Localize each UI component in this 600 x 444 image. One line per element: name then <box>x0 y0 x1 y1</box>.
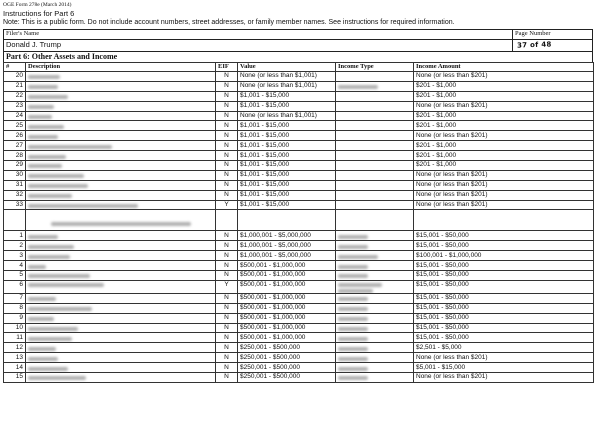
row-income-type <box>336 141 414 151</box>
row-eif: N <box>216 241 238 251</box>
row-eif: N <box>216 313 238 323</box>
row-number: 15 <box>4 373 26 383</box>
row-description <box>26 131 216 141</box>
table-row <box>4 131 594 141</box>
row-income-amount: $201 - $1,000 <box>414 91 594 101</box>
row-number: 21 <box>4 81 26 91</box>
row-value: $1,001 - $15,000 <box>238 180 336 190</box>
row-income-amount: $201 - $1,000 <box>414 111 594 121</box>
table-row <box>4 280 594 293</box>
row-eif: N <box>216 363 238 373</box>
row-value: $1,001 - $15,000 <box>238 91 336 101</box>
row-description <box>26 313 216 323</box>
row-number: 29 <box>4 161 26 171</box>
row-eif: N <box>216 180 238 190</box>
row-description <box>26 353 216 363</box>
row-income-amount: $15,001 - $50,000 <box>414 261 594 271</box>
table-row <box>4 180 594 190</box>
row-description <box>26 303 216 313</box>
row-eif: N <box>216 101 238 111</box>
row-income-amount: $15,001 - $50,000 <box>414 271 594 281</box>
table-row <box>4 271 594 281</box>
row-eif: N <box>216 303 238 313</box>
row-eif: Y <box>216 200 238 210</box>
table-row <box>4 231 594 241</box>
table-row <box>4 261 594 271</box>
row-eif: N <box>216 261 238 271</box>
row-income-amount: $201 - $1,000 <box>414 151 594 161</box>
page-number-label: Page Number <box>515 30 551 37</box>
row-eif: N <box>216 111 238 121</box>
row-income-amount: $15,001 - $50,000 <box>414 231 594 241</box>
row-value: $500,001 - $1,000,000 <box>238 333 336 343</box>
row-income-type <box>336 161 414 171</box>
row-number: 11 <box>4 333 26 343</box>
table-row <box>4 353 594 363</box>
assets-table <box>3 62 594 383</box>
table-row <box>4 121 594 131</box>
row-income-type <box>336 72 414 82</box>
row-number: 33 <box>4 200 26 210</box>
section-divider-row <box>4 210 594 231</box>
row-number: 4 <box>4 261 26 271</box>
col-value: Value <box>238 63 336 72</box>
row-income-amount: None (or less than $201) <box>414 180 594 190</box>
page-number: 37 of 48 <box>516 40 552 50</box>
public-form-note: Note: This is a public form. Do not include account numbers, street addresses, or family member names. See instructions for required information. <box>3 19 455 26</box>
table-row <box>4 303 594 313</box>
row-income-amount: $2,501 - $5,000 <box>414 343 594 353</box>
row-value: $1,000,001 - $5,000,000 <box>238 251 336 261</box>
table-row <box>4 141 594 151</box>
col-num: # <box>4 63 26 72</box>
row-description <box>26 231 216 241</box>
row-income-type <box>336 363 414 373</box>
row-eif: N <box>216 353 238 363</box>
part-title: Part 6: Other Assets and Income <box>3 52 593 62</box>
col-income-amount: Income Amount <box>414 63 594 72</box>
row-number: 9 <box>4 313 26 323</box>
row-value: $500,001 - $1,000,000 <box>238 313 336 323</box>
row-income-amount: None (or less than $201) <box>414 353 594 363</box>
row-value: $500,001 - $1,000,000 <box>238 271 336 281</box>
row-income-amount: $100,001 - $1,000,000 <box>414 251 594 261</box>
row-value: $1,000,001 - $5,000,000 <box>238 241 336 251</box>
row-income-amount: $15,001 - $50,000 <box>414 293 594 303</box>
row-income-type <box>336 251 414 261</box>
row-income-amount: $201 - $1,000 <box>414 141 594 151</box>
row-income-type <box>336 293 414 303</box>
row-description <box>26 121 216 131</box>
row-value: $1,001 - $15,000 <box>238 161 336 171</box>
row-value: $250,001 - $500,000 <box>238 373 336 383</box>
row-value: $1,001 - $15,000 <box>238 101 336 111</box>
row-value: $1,001 - $15,000 <box>238 141 336 151</box>
table-row <box>4 151 594 161</box>
row-number: 2 <box>4 241 26 251</box>
row-income-amount: None (or less than $201) <box>414 170 594 180</box>
row-description <box>26 333 216 343</box>
row-eif: N <box>216 141 238 151</box>
row-description <box>26 190 216 200</box>
row-eif: N <box>216 81 238 91</box>
disclosure-page <box>3 2 597 442</box>
row-number: 1 <box>4 231 26 241</box>
row-income-type <box>336 280 414 293</box>
row-number: 23 <box>4 101 26 111</box>
row-income-type <box>336 313 414 323</box>
row-number: 10 <box>4 323 26 333</box>
row-eif: Y <box>216 280 238 293</box>
row-income-type <box>336 170 414 180</box>
row-value: $1,001 - $15,000 <box>238 170 336 180</box>
row-description <box>26 293 216 303</box>
table-row <box>4 200 594 210</box>
row-description <box>26 373 216 383</box>
row-number: 27 <box>4 141 26 151</box>
row-income-type <box>336 343 414 353</box>
table-row <box>4 190 594 200</box>
row-number: 12 <box>4 343 26 353</box>
row-income-type <box>336 101 414 111</box>
row-value: $500,001 - $1,000,000 <box>238 303 336 313</box>
row-income-amount: None (or less than $201) <box>414 200 594 210</box>
row-number: 3 <box>4 251 26 261</box>
row-number: 28 <box>4 151 26 161</box>
table-row <box>4 81 594 91</box>
row-description <box>26 170 216 180</box>
row-income-type <box>336 200 414 210</box>
col-description: Description <box>26 63 216 72</box>
row-income-type <box>336 323 414 333</box>
row-income-type <box>336 231 414 241</box>
table-row <box>4 343 594 353</box>
row-description <box>26 251 216 261</box>
row-description <box>26 363 216 373</box>
row-eif: N <box>216 293 238 303</box>
row-value: $1,000,001 - $5,000,000 <box>238 231 336 241</box>
col-eif: EIF <box>216 63 238 72</box>
row-value: $1,001 - $15,000 <box>238 190 336 200</box>
table-row <box>4 161 594 171</box>
row-income-amount: $201 - $1,000 <box>414 121 594 131</box>
row-value: $1,001 - $15,000 <box>238 121 336 131</box>
row-number: 13 <box>4 353 26 363</box>
row-income-amount: $201 - $1,000 <box>414 81 594 91</box>
row-description <box>26 81 216 91</box>
row-income-type <box>336 271 414 281</box>
table-row <box>4 91 594 101</box>
row-description <box>26 200 216 210</box>
col-income-type: Income Type <box>336 63 414 72</box>
filer-info-box <box>3 29 593 52</box>
row-income-amount: $15,001 - $50,000 <box>414 280 594 293</box>
row-number: 6 <box>4 280 26 293</box>
row-income-amount: None (or less than $201) <box>414 190 594 200</box>
row-eif: N <box>216 323 238 333</box>
section-header-description <box>26 210 216 231</box>
row-description <box>26 141 216 151</box>
row-income-type <box>336 81 414 91</box>
table-row <box>4 111 594 121</box>
row-income-amount: $15,001 - $50,000 <box>414 333 594 343</box>
row-description <box>26 261 216 271</box>
row-description <box>26 72 216 82</box>
row-value: None (or less than $1,001) <box>238 81 336 91</box>
table-row <box>4 101 594 111</box>
row-description <box>26 271 216 281</box>
row-number: 7 <box>4 293 26 303</box>
row-income-type <box>336 353 414 363</box>
row-value: $1,001 - $15,000 <box>238 200 336 210</box>
row-number: 26 <box>4 131 26 141</box>
row-eif: N <box>216 373 238 383</box>
row-description <box>26 91 216 101</box>
row-number: 32 <box>4 190 26 200</box>
row-eif: N <box>216 131 238 141</box>
row-number: 30 <box>4 170 26 180</box>
row-income-type <box>336 151 414 161</box>
row-eif: N <box>216 161 238 171</box>
row-income-amount: $5,001 - $15,000 <box>414 363 594 373</box>
table-row <box>4 241 594 251</box>
table-row <box>4 323 594 333</box>
row-description <box>26 111 216 121</box>
row-income-amount: $15,001 - $50,000 <box>414 323 594 333</box>
row-income-amount: $201 - $1,000 <box>414 161 594 171</box>
row-number: 31 <box>4 180 26 190</box>
row-value: $1,001 - $15,000 <box>238 151 336 161</box>
row-eif: N <box>216 151 238 161</box>
row-income-amount: $15,001 - $50,000 <box>414 241 594 251</box>
row-eif: N <box>216 343 238 353</box>
row-value: $500,001 - $1,000,000 <box>238 280 336 293</box>
table-row <box>4 293 594 303</box>
table-row <box>4 333 594 343</box>
row-income-type <box>336 373 414 383</box>
row-income-type <box>336 111 414 121</box>
row-income-amount: $15,001 - $50,000 <box>414 303 594 313</box>
row-description <box>26 101 216 111</box>
row-income-type <box>336 303 414 313</box>
row-value: $250,001 - $500,000 <box>238 343 336 353</box>
row-income-type <box>336 121 414 131</box>
row-income-type <box>336 261 414 271</box>
row-number: 5 <box>4 271 26 281</box>
filer-name: Donald J. Trump <box>6 40 62 49</box>
row-value: $1,001 - $15,000 <box>238 131 336 141</box>
row-eif: N <box>216 91 238 101</box>
table-row <box>4 251 594 261</box>
row-value: None (or less than $1,001) <box>238 72 336 82</box>
table-row <box>4 170 594 180</box>
row-eif: N <box>216 190 238 200</box>
row-income-amount: None (or less than $201) <box>414 101 594 111</box>
row-eif: N <box>216 333 238 343</box>
row-description <box>26 323 216 333</box>
row-income-type <box>336 180 414 190</box>
instructions-link[interactable]: Instructions for Part 6 <box>3 9 75 18</box>
row-value: $250,001 - $500,000 <box>238 363 336 373</box>
row-eif: N <box>216 271 238 281</box>
row-income-type <box>336 333 414 343</box>
row-number: 24 <box>4 111 26 121</box>
row-eif: N <box>216 121 238 131</box>
row-description <box>26 280 216 293</box>
row-number: 8 <box>4 303 26 313</box>
row-number: 25 <box>4 121 26 131</box>
row-eif: N <box>216 251 238 261</box>
row-eif: N <box>216 72 238 82</box>
filer-name-label: Filer's Name <box>6 30 40 37</box>
row-description <box>26 151 216 161</box>
row-description <box>26 343 216 353</box>
table-row <box>4 72 594 82</box>
row-income-amount: None (or less than $201) <box>414 72 594 82</box>
table-row <box>4 313 594 323</box>
row-number: 20 <box>4 72 26 82</box>
table-row <box>4 373 594 383</box>
row-income-amount: None (or less than $201) <box>414 373 594 383</box>
row-description <box>26 161 216 171</box>
row-eif: N <box>216 170 238 180</box>
row-income-amount: $15,001 - $50,000 <box>414 313 594 323</box>
row-description <box>26 241 216 251</box>
row-income-type <box>336 131 414 141</box>
row-income-amount: None (or less than $201) <box>414 131 594 141</box>
row-number: 22 <box>4 91 26 101</box>
row-value: None (or less than $1,001) <box>238 111 336 121</box>
row-number: 14 <box>4 363 26 373</box>
row-description <box>26 180 216 190</box>
row-income-type <box>336 241 414 251</box>
row-value: $500,001 - $1,000,000 <box>238 261 336 271</box>
row-value: $250,001 - $500,000 <box>238 353 336 363</box>
form-id: OGE Form 278e (March 2014) <box>3 2 72 8</box>
row-eif: N <box>216 231 238 241</box>
row-income-type <box>336 91 414 101</box>
row-value: $500,001 - $1,000,000 <box>238 323 336 333</box>
row-value: $500,001 - $1,000,000 <box>238 293 336 303</box>
table-row <box>4 363 594 373</box>
table-header <box>4 63 594 72</box>
row-income-type <box>336 190 414 200</box>
